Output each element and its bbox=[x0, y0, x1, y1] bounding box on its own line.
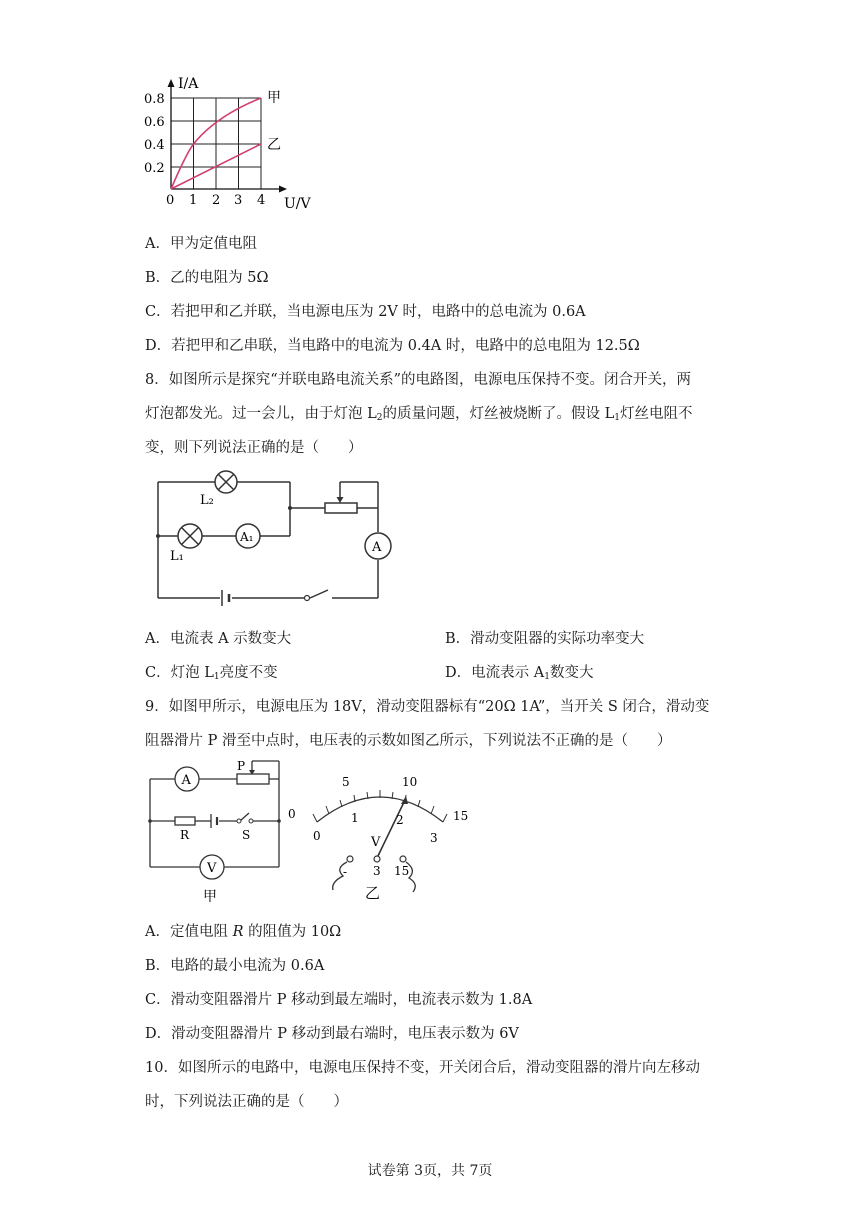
ammeter-a-label: A bbox=[372, 540, 382, 555]
dial-inner-label: 3 bbox=[430, 831, 438, 845]
q9-option-a: A．定值电阻 R 的阻值为 10Ω bbox=[145, 924, 342, 940]
slider-p-label: P bbox=[237, 759, 246, 773]
y-tick: 0.8 bbox=[144, 92, 165, 107]
q8-option-b: B．滑动变阻器的实际功率变大 bbox=[445, 631, 645, 647]
q7-option-a: A．甲为定值电阻 bbox=[145, 236, 257, 252]
switch-s-label: S bbox=[242, 828, 251, 842]
dial-outer-label: 10 bbox=[402, 775, 418, 789]
y-tick: 0.4 bbox=[144, 138, 165, 153]
y-axis-label: I/A bbox=[178, 76, 199, 92]
resistor-r-label: R bbox=[180, 828, 190, 842]
q10-stem-line2: 时，下列说法正确的是（ ） bbox=[145, 1094, 348, 1110]
lamp-l2 bbox=[215, 471, 237, 493]
voltmeter-dial bbox=[285, 770, 475, 905]
q7-option-c: C．若把甲和乙并联，当电源电压为 2V 时，电路中的总电流为 0.6A bbox=[145, 304, 586, 320]
page-footer: 试卷第 3页，共 7页 bbox=[367, 1163, 493, 1179]
x-axis-label: U/V bbox=[284, 196, 311, 212]
q9-stem-line2: 阻器滑片 P 滑至中点时，电压表的示数如图乙所示，下列说法不正确的是（ ） bbox=[145, 733, 672, 749]
dial-outer-label: 15 bbox=[453, 809, 469, 823]
q8-option-d: D．电流表示 $A_1$数变大 bbox=[445, 665, 594, 682]
x-tick: 4 bbox=[257, 193, 266, 208]
ammeter-label: A bbox=[181, 773, 191, 788]
x-tick: 0 bbox=[166, 193, 175, 208]
lamp-l1-label: L₁ bbox=[170, 549, 184, 564]
dial-unit-label: V bbox=[371, 835, 381, 850]
y-tick: 0.2 bbox=[144, 161, 165, 176]
q8-stem-line2: 灯泡都发光。过一会儿，由于灯泡 $L_2$的质量问题，灯丝被烧断了。假设 $L_1$灯丝电阻不 bbox=[145, 406, 693, 423]
y-tick: 0.6 bbox=[144, 115, 165, 130]
q10-stem-line1: 10．如图所示的电路中，电源电压保持不变，开关闭合后，滑动变阻器的滑片向左移动 bbox=[145, 1060, 700, 1076]
q8-stem-line1: 8．如图所示是探究“并联电路电流关系”的电路图，电源电压保持不变。闭合开关，两 bbox=[145, 372, 692, 388]
dial-outer-label: 0 bbox=[288, 807, 296, 821]
terminal-label: 15 bbox=[394, 864, 410, 878]
dial-caption: 乙 bbox=[365, 884, 381, 902]
q9-option-c: C．滑动变阻器滑片 P 移动到最左端时，电流表示数为 1.8A bbox=[145, 992, 533, 1008]
q7-option-d: D．若把甲和乙串联，当电路中的电流为 0.4A 时，电路中的总电阻为 12.5Ω bbox=[145, 338, 640, 354]
q8-stem-line3: 变，则下列说法正确的是（ ） bbox=[145, 440, 363, 456]
q9-option-b: B．电路的最小电流为 0.6A bbox=[145, 958, 325, 974]
q8-circuit bbox=[150, 470, 395, 610]
q9-circuit bbox=[145, 757, 285, 907]
q9-stem-line1: 9．如图甲所示，电源电压为 18V，滑动变阻器标有“20Ω 1A”，当开关 S 闭合，滑动变 bbox=[145, 699, 710, 715]
circuit-caption: 甲 bbox=[203, 889, 217, 905]
x-tick: 1 bbox=[189, 193, 198, 208]
dial-inner-label: 2 bbox=[396, 813, 404, 827]
iu-graph bbox=[140, 70, 320, 215]
q9-option-d: D．滑动变阻器滑片 P 移动到最右端时，电压表示数为 6V bbox=[145, 1026, 519, 1042]
q7-option-b: B．乙的电阻为 5Ω bbox=[145, 270, 269, 286]
curve-yi-label: 乙 bbox=[267, 137, 281, 153]
terminal-label: 3 bbox=[373, 864, 381, 878]
terminal-label: - bbox=[343, 865, 348, 879]
voltmeter-label: V bbox=[207, 861, 217, 876]
x-tick: 2 bbox=[212, 193, 221, 208]
ammeter-a1-label: A₁ bbox=[240, 530, 254, 544]
dial-needle bbox=[377, 800, 405, 858]
lamp-l1 bbox=[178, 524, 202, 548]
dial-outer-label: 5 bbox=[342, 775, 350, 789]
curve-jia-label: 甲 bbox=[267, 90, 281, 106]
q8-option-a: A．电流表 A 示数变大 bbox=[145, 631, 292, 647]
x-tick: 3 bbox=[234, 193, 243, 208]
dial-inner-label: 0 bbox=[313, 829, 321, 843]
q8-option-c: C．灯泡 $L_1$亮度不变 bbox=[145, 665, 278, 682]
dial-inner-label: 1 bbox=[351, 811, 359, 825]
lamp-l2-label: L₂ bbox=[200, 493, 214, 508]
